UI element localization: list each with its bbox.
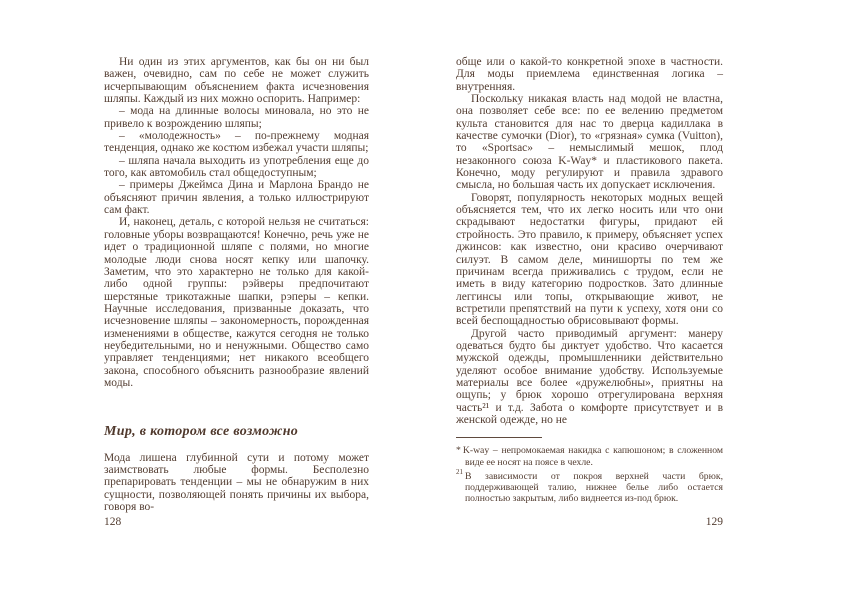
list-item-dash: – мода на длинные волосы миновала, но это не привело к возрождению шляпы; bbox=[104, 105, 369, 130]
footnote-separator bbox=[456, 437, 542, 438]
paragraph: обще или о какой-то конкретной эпохе в частности. Для моды приемлема единственная логика – внутренняя. bbox=[456, 56, 723, 93]
page-number-right: 129 bbox=[705, 516, 723, 528]
list-item-dash: – шляпа начала выходить из употребления еще до того, как автомобиль стал общедоступным; bbox=[104, 154, 369, 180]
left-page bbox=[104, 56, 369, 513]
paragraph: Мода лишена глубинной сути и потому может заимствовать любые формы. Бесполезно препарировать тенденции – мы не обнаружим в них сущности, позволяющей понять причины их выбора, говоря во- bbox=[104, 451, 369, 513]
list-item-dash: – «молодежность» – по-прежнему модная тенденция, однако же костюм избежал участи шляпы; bbox=[104, 130, 369, 155]
paragraph: Поскольку никакая власть над модой не властна, она позволяет себе все: по ее велению предметом культа становится для нас то дверца кадиллака в качестве сумочки (Dior), то «грязная» сумка (Vuitton), то «Sportsac» – немыслимый мешок, плод незаконного союза K-Way* и пластикового пакета. Конечно, моду регулируют и правила здравого смысла, но большая часть их допускает исключения. bbox=[456, 93, 723, 192]
footnote-marker: 21 bbox=[456, 468, 463, 477]
footnote-text: В зависимости от покроя верхней части брюк, поддерживающей талию, нижнее белье либо остается полностью закрытым, либо виднеется из-под брюк. bbox=[465, 470, 723, 505]
footnote-text: K-way – непромокаемая накидка с капюшоном; в сложенном виде ее носят на поясе в чехле. bbox=[462, 445, 723, 468]
section-heading: Мир, в котором все возможно bbox=[104, 424, 299, 440]
footnote bbox=[456, 468, 723, 505]
page-number-left: 128 bbox=[104, 516, 122, 528]
paragraph: Ни один из этих аргументов, как бы он ни был важен, очевидно, сам по себе не может служить исчерпывающим объяснением факта исчезновения шляпы. Каждый из них можно оспорить. Например: bbox=[104, 56, 369, 106]
paragraph: Другой часто приводимый аргумент: манеру одеваться будто бы диктует удобство. Что касается мужской одежды, промышленники действительно уделяют особое внимание удобству. Используемые материалы все более «дружелюбны», приятны на ощупь; у брюк хорошо отрегулирована верхняя часть²¹ и т.д. Забота о комфорте присутствует и в женской одежде, но не bbox=[456, 327, 723, 426]
footnote bbox=[456, 445, 723, 467]
right-page bbox=[456, 56, 723, 507]
paragraph: И, наконец, деталь, с которой нельзя не считаться: головные уборы возвращаются! Конечно, речь уже не идет о традиционной шляпе с полями, но многие молодые люди снова носят кепку или шапочку. Заметим, что это характерно не только для какой-либо одной группы: рэйверы предпочитают шерстяные трикотажные шапки, рэперы – кепки. Научные исследования, призванные доказать, что исчезновение шляпы – закономерность, порожденная изменениями в обществе, кажутся сегодня не только неубедительными, но и ненужными. Общество само управляет тенденциями; нет никакого всеобщего закона, способного объяснить разнообразие явлений моды. bbox=[104, 216, 369, 389]
paragraph: Говорят, популярность некоторых модных вещей объясняется тем, что их легко носить или что они скрадывают недостатки фигуры, придают ей стройность. Это правило, к примеру, объясняет успех джинсов: как известно, они красиво очерчивают силуэт. В самом деле, минишорты по тем же причинам всегда приживались с трудом, если не иметь в виду категорию подростков. Зато длинные леггинсы или топы, открывающие живот, не встретили препятствий на пути к успеху, хотя они со всей беспощадностью обрисовывают формы. bbox=[456, 191, 723, 328]
footnotes-block bbox=[456, 437, 723, 504]
list-item-dash: – примеры Джеймса Дина и Марлона Брандо не объясняют причин явления, а только иллюстрируют сам факт. bbox=[104, 179, 369, 217]
footnote-marker: * bbox=[456, 445, 461, 457]
